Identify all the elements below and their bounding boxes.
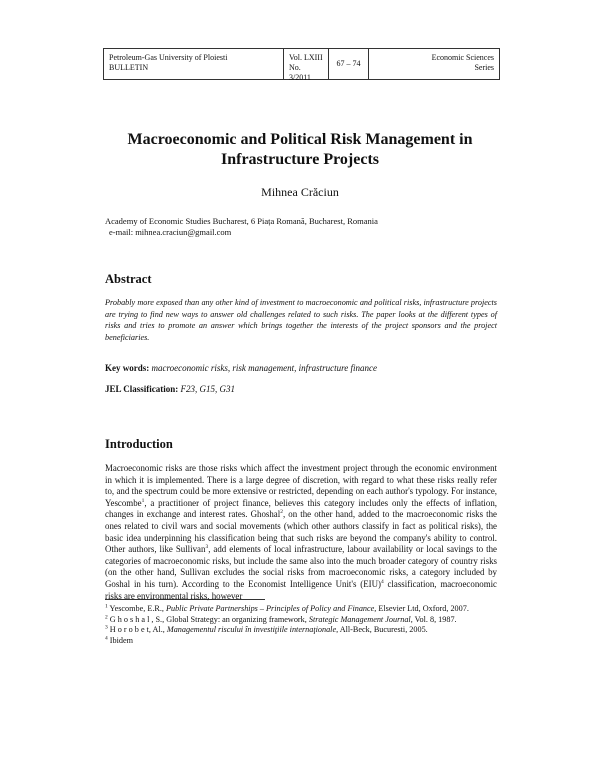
footnote-text: Ibidem <box>107 635 133 645</box>
footnote <box>105 615 497 626</box>
header-series-line1: Economic Sciences <box>431 53 494 62</box>
footnote-ref: 3 <box>205 544 209 551</box>
footnote-ref: 1 <box>141 497 145 504</box>
header-volume: Vol. LXIII <box>289 53 323 62</box>
author-name: Mihnea Crăciun <box>261 185 339 199</box>
header-volume-cell <box>284 49 329 82</box>
header-institution: Petroleum-Gas University of Ploiesti <box>109 53 228 62</box>
footnote-number: 2 <box>105 613 108 620</box>
abstract-heading: Abstract <box>105 272 152 286</box>
footnote-text: , All-Beck, Bucuresti, 2005. <box>336 625 428 634</box>
footnote-text: Yescombe, E.R., <box>107 604 166 613</box>
footnote-text: , Vol. 8, 1987. <box>410 614 457 624</box>
body-text: , on the other hand, added to the macroeconomic risks the ones related to civil wars and social movements (which other authors classify in fact as political risks), the basic idea underpinning his classification being that such risks are beyond the company's ability to control. Other authors, like Sullivan <box>105 509 497 555</box>
footnote-number: 3 <box>105 624 108 631</box>
header-bulletin: BULLETIN <box>109 63 149 72</box>
header-institution-cell <box>104 49 284 79</box>
footnote-text: H o r o b e t, Al., <box>107 625 167 634</box>
footnote-ref: 2 <box>280 509 283 516</box>
jel-classification <box>105 384 235 394</box>
introduction-body <box>105 463 497 602</box>
keywords <box>105 363 377 373</box>
introduction-heading: Introduction <box>105 437 173 451</box>
footnote <box>105 636 497 647</box>
footnote <box>105 604 497 615</box>
body-text: Macroeconomic risks are those risks which affect the investment project through the economic environment in which it is implemented. There is a large degree of discretion, with regard to what these risks really refer to, and the spectrum could be more extensive or restricted, depending on each author's typology. For instance, Yescombe <box>105 463 497 508</box>
jel-value: F23, G15, G31 <box>180 384 236 394</box>
journal-header <box>103 48 500 80</box>
footnote <box>105 625 497 636</box>
footnote-divider <box>105 599 265 600</box>
footnote-number: 4 <box>105 634 108 641</box>
title-line-2: Infrastructure Projects <box>220 151 380 168</box>
header-series-line2: Series <box>474 63 494 72</box>
header-pages: 67 – 74 <box>329 49 369 79</box>
footnote-number: 1 <box>105 603 108 610</box>
intro-paragraph <box>105 463 497 602</box>
affiliation-block <box>105 216 378 238</box>
body-text: , add elements of local infrastructure, labour availability or local savings to the categories of macroeconomic risks, but include the same also into the much broader category of country risks (on the other hand, Sullivan excludes the social risks from macroeconomic risks, a category included by Goshal in his turn). According to the Economist Intelligence Unit's (EIU) <box>105 544 497 589</box>
header-number: No. 3/2011 <box>289 63 311 82</box>
footnote-title: Public Private Partnerships – Principles of Policy and Finance <box>165 604 375 613</box>
author-email: e-mail: mihnea.craciun@gmail.com <box>109 227 232 237</box>
body-text: , a practitioner of project finance, believes this category includes only the effects of inflation, changes in exchange and interest rates. Ghoshal <box>105 497 497 520</box>
jel-label: JEL Classification: <box>105 384 179 394</box>
footnotes <box>105 604 497 646</box>
affiliation: Academy of Economic Studies Bucharest, 6 Piața Romană, Bucharest, Romania <box>105 216 378 226</box>
footnote-text: , Elsevier Ltd, Oxford, 2007. <box>374 604 469 613</box>
keywords-value: macroeconomic risks, risk management, infrastructure finance <box>151 363 378 373</box>
keywords-label: Key words: <box>105 363 150 373</box>
abstract-text: Probably more exposed than any other kind of investment to macroeconomic and political risks, infrastructure projects are trying to find new ways to answer old challenges related to such risks. The paper looks at the different types of risks and tries to promote an answer which brings together the interests of the project sponsors and the project beneficiaries. <box>105 298 497 342</box>
title-line-1: Macroeconomic and Political Risk Management in <box>127 131 473 148</box>
footnote-ref: 4 <box>380 578 384 585</box>
body-text: classification, macroeconomic risks are environmental risks, however <box>105 578 497 601</box>
paper-title <box>80 130 520 170</box>
header-series-cell <box>369 49 499 79</box>
footnote-title: Managementul riscului în investiţiile internaţionale <box>166 625 337 634</box>
footnote-title: Strategic Management Journal <box>308 614 411 624</box>
footnote-text: G h o s h a l , S., Global Strategy: an organizing framework, <box>107 614 309 624</box>
